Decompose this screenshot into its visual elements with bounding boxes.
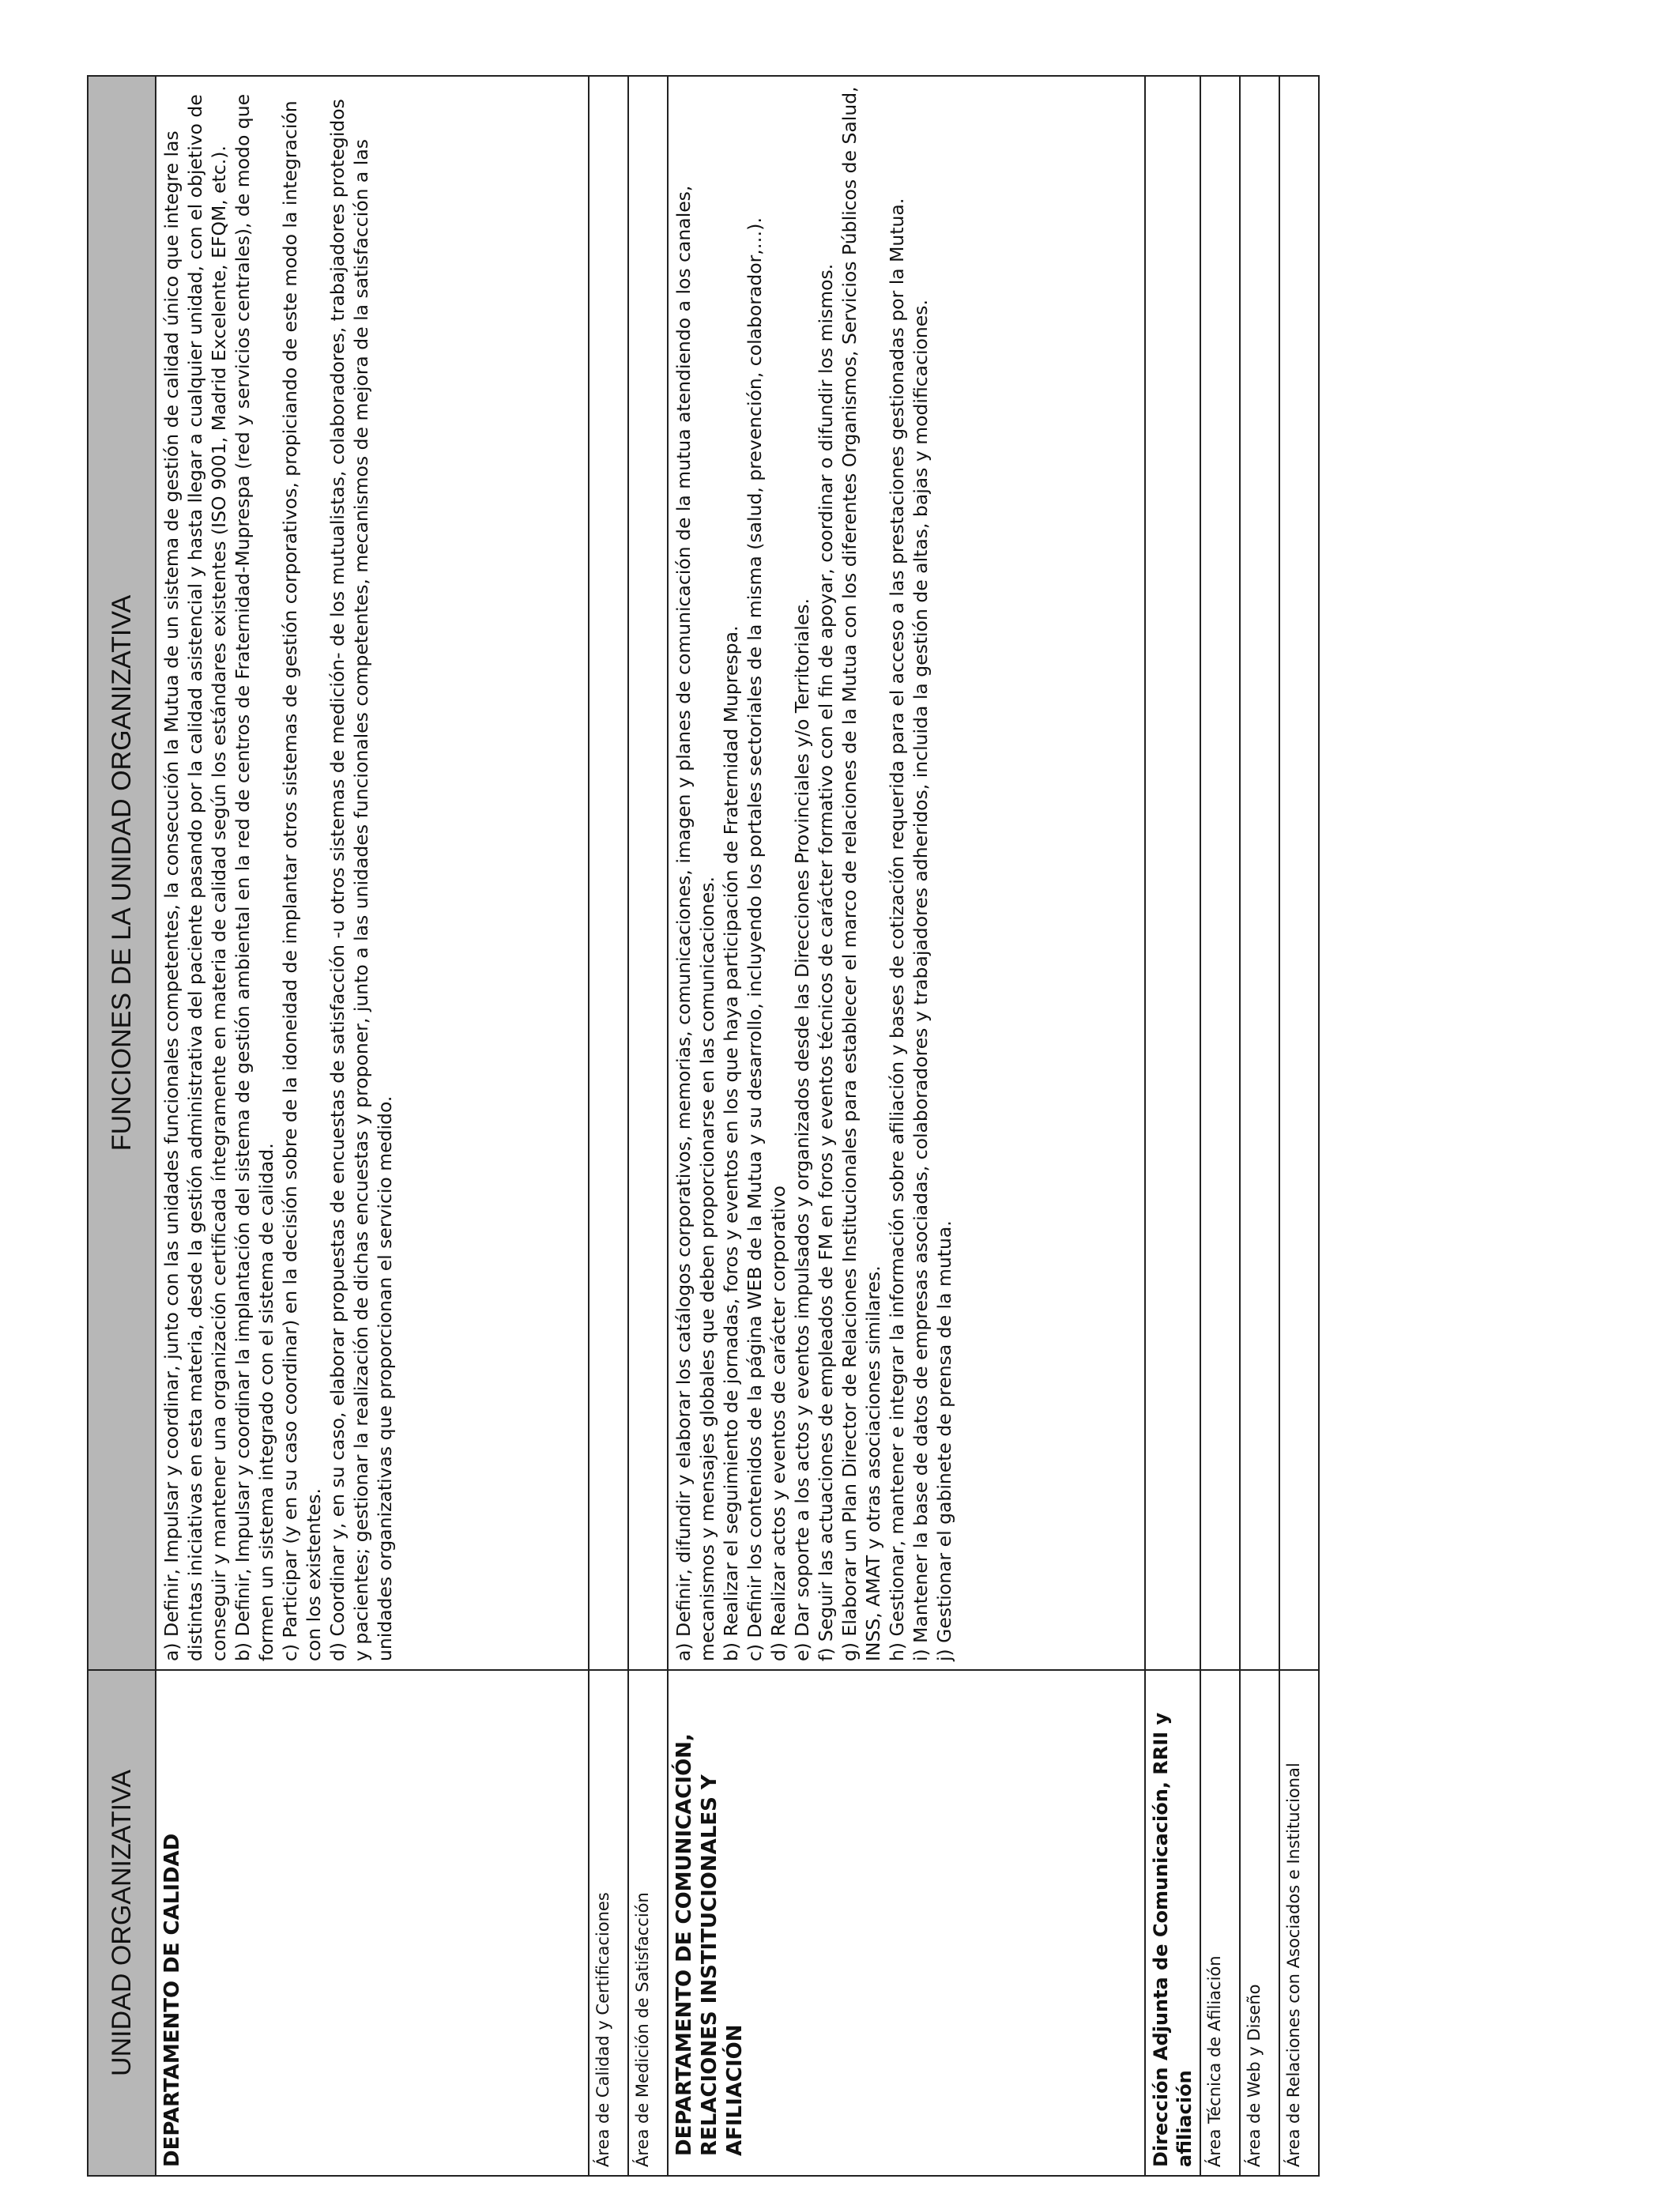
header-row — [88, 76, 156, 2176]
functions-departamento-comunicacion — [668, 76, 1145, 1670]
org-units-table — [87, 75, 1320, 2177]
function-item: d) Coordinar y, en su caso, elaborar propuestas de encuestas de satisfacción -u otros sistemas de medición- de los mutualistas, colaboradores, trabajadores protegidos y pacientes; gestionar la realización de dichas encuestas y proponer, junto a las unidades funcionales competentes, mecanismos de mejora de la satisfacción a las unidades organizativas que proporcionan el servicio medido. — [326, 99, 396, 1661]
functions-departamento-calidad — [156, 76, 589, 1670]
functions-empty — [1145, 76, 1200, 1670]
row-direccion-adjunta — [1145, 76, 1200, 2176]
functions-empty — [589, 76, 628, 1670]
function-item: j) Gestionar el gabinete de prensa de la mutua. — [933, 1220, 955, 1661]
function-item: h) Gestionar, mantener e integrar la información sobre afiliación y bases de cotización requerida para el acceso a las prestaciones gestionadas por la Mutua. — [886, 198, 908, 1661]
function-item: b) Definir, Impulsar y coordinar la implantación del sistema de gestión ambiental en la red de centros de Fraternidad-Muprespa (red y servicios centrales), de modo que formen un sistema integrado con el sistema de calidad. — [232, 93, 277, 1661]
function-item: a) Definir, difundir y elaborar los catálogos corporativos, memorias, comunicaciones, imagen y planes de comunicación de la mutua atendiendo a los canales, mecanismos y mensajes globales que deben proporcionarse en las comunicaciones. — [672, 185, 718, 1661]
header-unit: UNIDAD ORGANIZATIVA — [88, 1670, 156, 2176]
function-item: d) Realizar actos y eventos de carácter corporativo — [767, 1186, 789, 1661]
row-area-web-diseno — [1240, 76, 1279, 2176]
unit-departamento-calidad: DEPARTAMENTO DE CALIDAD — [156, 1670, 589, 2176]
row-area-relaciones-asociados — [1279, 76, 1319, 2176]
function-item: i) Mantener la base de datos de empresas asociadas, colaboradores y trabajadores adheridos, incluida la gestión de altas, bajas y modificaciones. — [910, 300, 932, 1661]
row-area-calidad-certificaciones — [589, 76, 628, 2176]
unit-area-tecnica-afiliacion: Área Técnica de Afiliación — [1200, 1670, 1240, 2176]
function-item: c) Participar (y en su caso coordinar) en la decisión sobre de la idoneidad de implantar otros sistemas de gestión corporativos, propiciando de este modo la integración con los existentes. — [279, 100, 325, 1661]
functions-empty — [628, 76, 668, 1670]
row-area-tecnica-afiliacion — [1200, 76, 1240, 2176]
unit-departamento-comunicacion: DEPARTAMENTO DE COMUNICACIÓN, RELACIONES INSTITUCIONALES Y AFILIACIÓN — [668, 1670, 1145, 2176]
row-departamento-calidad — [156, 76, 589, 2176]
row-departamento-comunicacion — [668, 76, 1145, 2176]
unit-direccion-adjunta: Dirección Adjunta de Comunicación, RRII y afiliación — [1145, 1670, 1200, 2176]
functions-empty — [1279, 76, 1319, 1670]
function-item: a) Definir, Impulsar y coordinar, junto con las unidades funcionales competentes, la consecución la Mutua de un sistema de gestión de calidad único que integre las distintas iniciativas en esta materia, desde la gestión administrativa del paciente pasando por la calidad asistencial y hasta llegar a cualquier unidad, con el objetivo de conseguir y mantener una organización certificada íntegramente en materia de calidad según los estándares existentes (ISO 9001, Madrid Excelente, EFQM, etc.). — [160, 94, 230, 1661]
function-item: f) Seguir las actuaciones de empleados de FM en foros y eventos técnicos de carácter formativo con el fin de apoyar, coordinar o difundir los mismos. — [815, 263, 837, 1661]
function-item: g) Elaborar un Plan Director de Relaciones Institucionales para establecer el marco de relaciones de la Mutua con los diferentes Organismos, Servicios Públicos de Salud, INSS, AMAT y otras asociaciones similares. — [838, 86, 884, 1661]
functions-empty — [1240, 76, 1279, 1670]
unit-area-relaciones-asociados: Área de Relaciones con Asociados e Institucional — [1279, 1670, 1319, 2176]
unit-area-web-diseno: Área de Web y Diseño — [1240, 1670, 1279, 2176]
unit-area-calidad-certificaciones: Área de Calidad y Certificaciones — [589, 1670, 628, 2176]
header-functions: FUNCIONES DE LA UNIDAD ORGANIZATIVA — [88, 76, 156, 1670]
unit-area-medicion-satisfaccion: Área de Medición de Satisfacción — [628, 1670, 668, 2176]
row-area-medicion-satisfaccion — [628, 76, 668, 2176]
functions-empty — [1200, 76, 1240, 1670]
function-item: b) Realizar el seguimiento de jornadas, foros y eventos en los que haya participación de Fraternidad Muprespa. — [720, 625, 742, 1661]
function-item: c) Definir los contenidos de la página WEB de la Mutua y su desarrollo, incluyendo los portales sectoriales de la misma (salud, prevención, colaborador,…). — [744, 217, 766, 1661]
function-item: e) Dar soporte a los actos y eventos impulsados y organizados desde las Direcciones Provinciales y/o Territoriales. — [791, 598, 813, 1661]
